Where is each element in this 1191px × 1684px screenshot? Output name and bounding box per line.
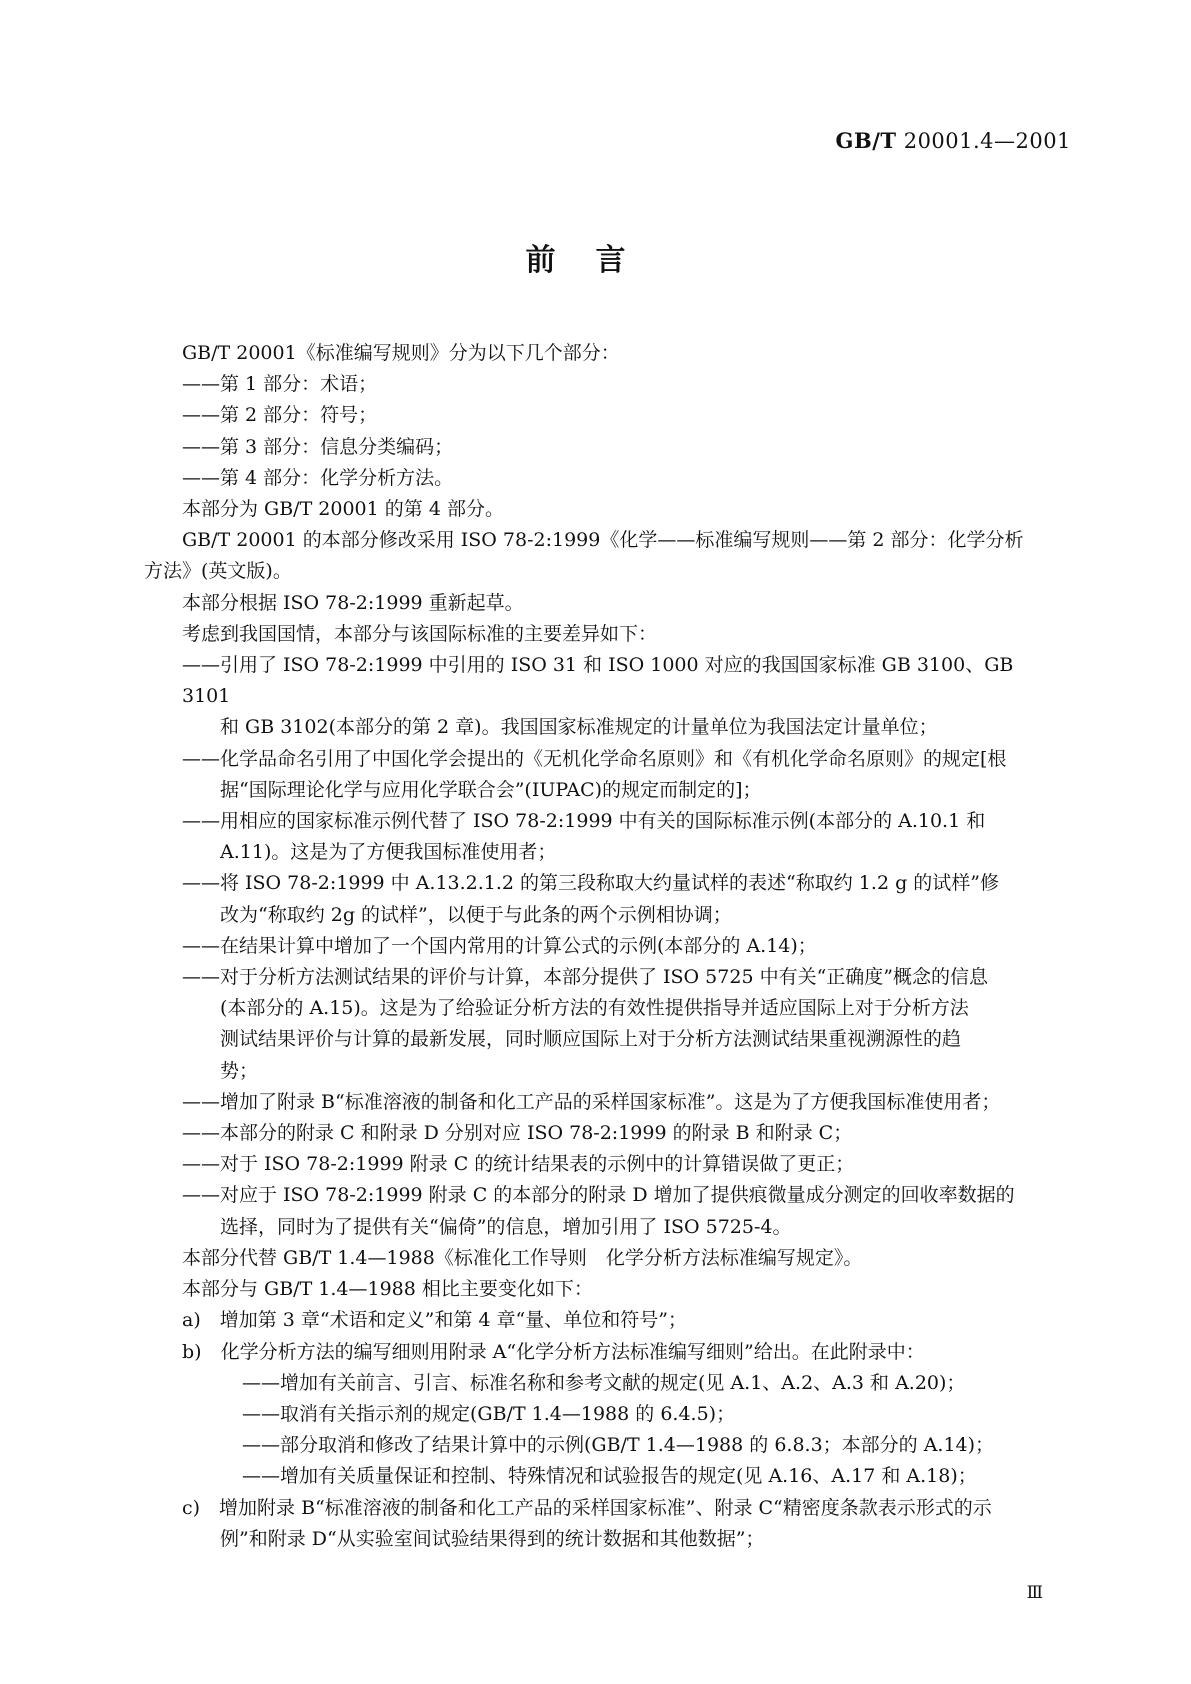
- paragraph: 本部分根据 ISO 78-2:1999 重新起草。: [182, 591, 524, 614]
- foreword-body: [144, 338, 1067, 1555]
- paragraph: GB/T 20001《标准编写规则》分为以下几个部分：: [182, 342, 620, 364]
- list-item-continuation: 和 GB 3102(本部分的第 2 章)。我国国家标准规定的计量单位为我国法定计量单位；: [220, 716, 938, 739]
- list-item-continuation: 测试结果评价与计算的最新发展，同时顺应国际上对于分析方法测试结果重视溯源性的趋: [220, 1028, 962, 1051]
- paragraph: 本部分为 GB/T 20001 的第 4 部分。: [182, 498, 504, 521]
- list-item: ——第 1 部分：术语；: [182, 373, 378, 396]
- list-item: ——将 ISO 78-2:1999 中 A.13.2.1.2 的第三段称取大约量试样的表述“称取约 1.2 g 的试样”修: [182, 872, 999, 895]
- list-item-continuation: 改为“称取约 2g 的试样”，以便于与此条的两个示例相协调；: [220, 903, 732, 926]
- list-item-continuation: 据“国际理论化学与应用化学联合会”(IUPAC)的规定而制定的]；: [220, 778, 762, 801]
- list-item-continuation: A.11)。这是为了方便我国标准使用者；: [220, 841, 557, 864]
- page-title: 前言: [525, 243, 666, 278]
- list-item: ——对于 ISO 78-2:1999 附录 C 的统计结果表的示例中的计算错误做了更正；: [182, 1153, 855, 1176]
- list-item: ——增加了附录 B“标准溶液的制备和化工产品的采样国家标准”。这是为了方便我国标准使用者；: [182, 1090, 1001, 1113]
- paragraph: 本部分与 GB/T 1.4—1988 相比主要变化如下：: [182, 1278, 593, 1301]
- standard-code: [836, 128, 1071, 153]
- sub-list-item: ——增加有关前言、引言、标准名称和参考文献的规定(见 A.1、A.2、A.3 和 A.20)；: [242, 1371, 966, 1394]
- paragraph: GB/T 20001 的本部分修改采用 ISO 78-2:1999《化学——标准编写规则——第 2 部分：化学分析: [182, 529, 1024, 552]
- lettered-item: c) 增加附录 B“标准溶液的制备和化工产品的采样国家标准”、附录 C“精密度条款表示形式的示: [182, 1496, 992, 1519]
- list-item-continuation: (本部分的 A.15)。这是为了给验证分析方法的有效性提供指导并适应国际上对于分析方法: [220, 997, 969, 1020]
- list-item: ——本部分的附录 C 和附录 D 分别对应 ISO 78-2:1999 的附录 B 和附录 C；: [182, 1122, 853, 1145]
- standard-code-prefix: GB/T: [835, 128, 897, 153]
- lettered-item: a) 增加第 3 章“术语和定义”和第 4 章“量、单位和符号”；: [182, 1309, 687, 1332]
- paragraph-continuation: 方法》(英文版)。: [144, 560, 292, 583]
- page-number: Ⅲ: [1026, 1583, 1043, 1603]
- list-item: ——引用了 ISO 78-2:1999 中引用的 ISO 31 和 ISO 1000 对应的我国国家标准 GB 3100、GB 3101: [182, 654, 1014, 708]
- list-item-continuation: 选择，同时为了提供有关“偏倚”的信息，增加引用了 ISO 5725-4。: [220, 1215, 792, 1238]
- list-item: ——第 2 部分：符号；: [182, 404, 378, 427]
- list-item: ——对于分析方法测试结果的评价与计算，本部分提供了 ISO 5725 中有关“正确度”概念的信息: [182, 966, 988, 989]
- list-item: ——化学品命名引用了中国化学会提出的《无机化学命名原则》和《有机化学命名原则》的规定[根: [182, 747, 1007, 770]
- list-item-continuation: 势；: [220, 1059, 259, 1082]
- paragraph: 本部分代替 GB/T 1.4—1988《标准化工作导则 化学分析方法标准编写规定》。: [182, 1246, 863, 1269]
- sub-list-item: ——部分取消和修改了结果计算中的示例(GB/T 1.4—1988 的 6.8.3；本部分的 A.14)；: [242, 1434, 995, 1457]
- lettered-item-continuation: 例”和附录 D“从实验室间试验结果得到的统计数据和其他数据”；: [220, 1527, 765, 1550]
- standard-code-number: 20001.4—2001: [903, 129, 1071, 153]
- list-item: ——对应于 ISO 78-2:1999 附录 C 的本部分的附录 D 增加了提供痕微量成分测定的回收率数据的: [182, 1184, 1015, 1207]
- list-item: ——第 4 部分：化学分析方法。: [182, 466, 454, 489]
- sub-list-item: ——取消有关指示剂的规定(GB/T 1.4—1988 的 6.4.5)；: [242, 1402, 736, 1425]
- list-item: ——用相应的国家标准示例代替了 ISO 78-2:1999 中有关的国际标准示例(本部分的 A.10.1 和: [182, 810, 986, 833]
- paragraph: 考虑到我国国情，本部分与该国际标准的主要差异如下：: [182, 622, 658, 645]
- list-item: ——在结果计算中增加了一个国内常用的计算公式的示例(本部分的 A.14)；: [182, 934, 817, 957]
- sub-list-item: ——增加有关质量保证和控制、特殊情况和试验报告的规定(见 A.16、A.17 和 A.18)；: [242, 1465, 977, 1488]
- lettered-item: b) 化学分析方法的编写细则用附录 A“化学分析方法标准编写细则”给出。在此附录中：: [182, 1340, 925, 1363]
- list-item: ——第 3 部分：信息分类编码；: [182, 435, 454, 458]
